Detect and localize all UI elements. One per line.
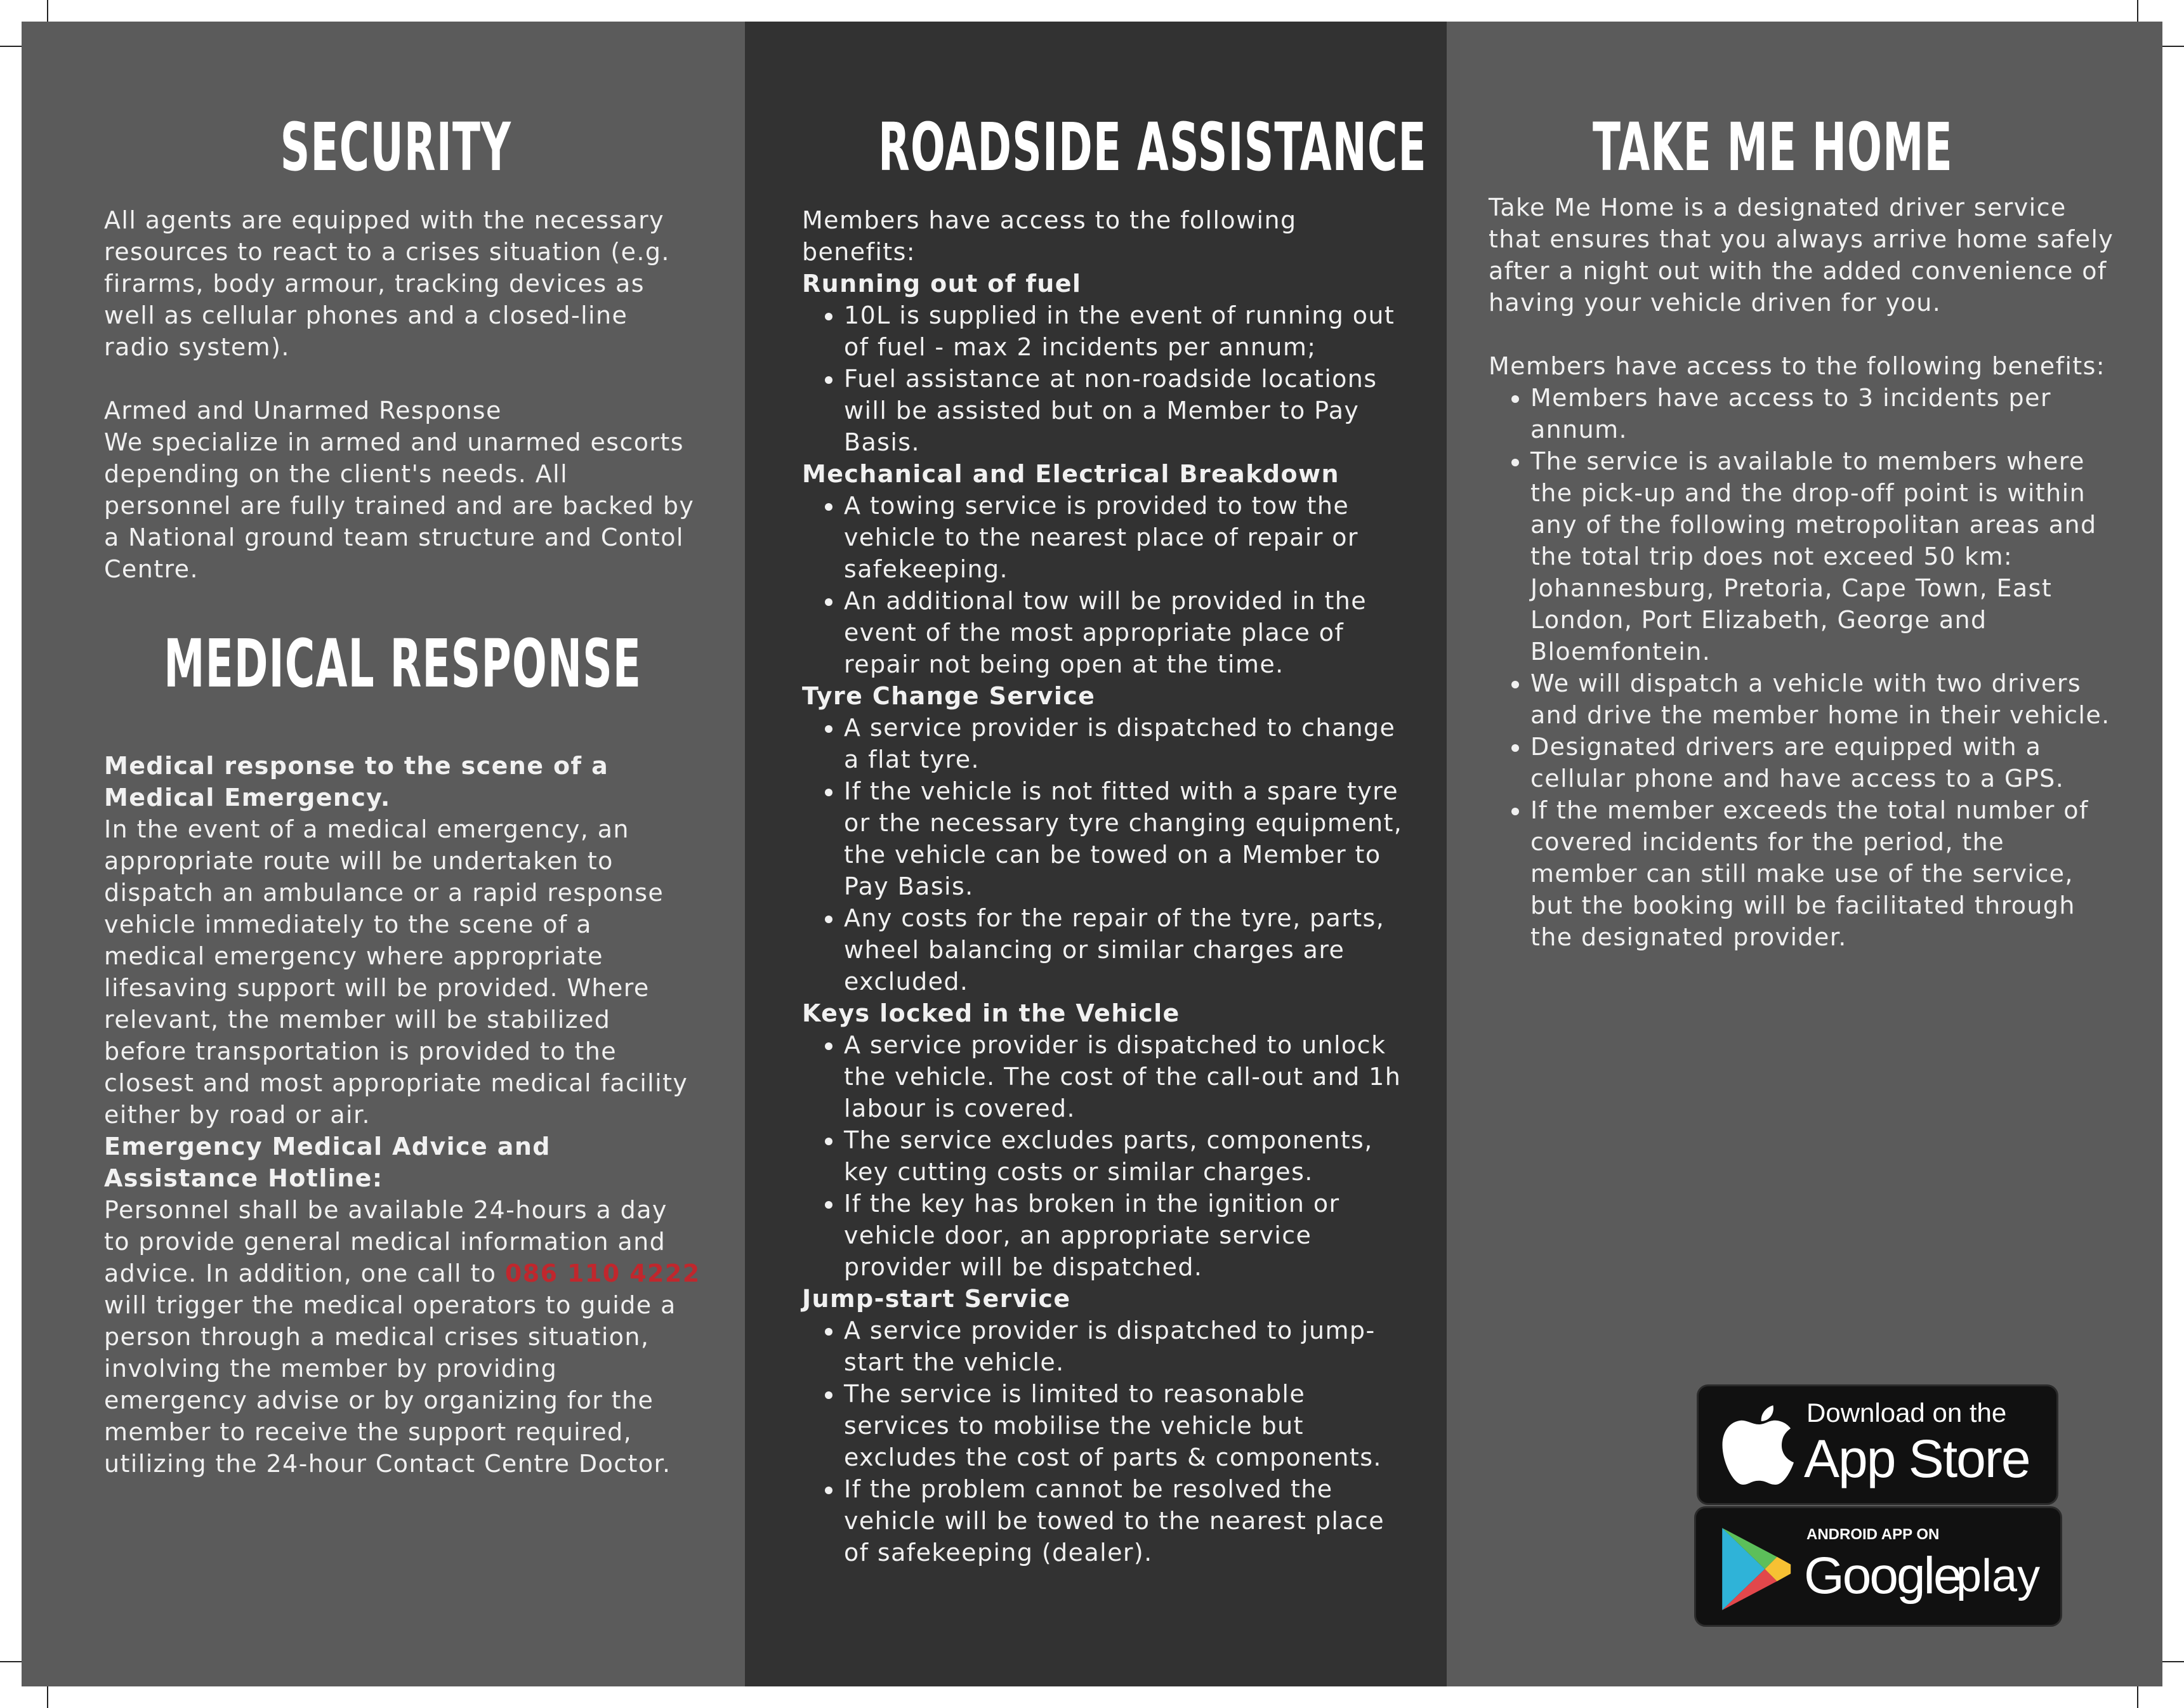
google-play-small-text: ANDROID APP ON — [1806, 1526, 1940, 1543]
list-item: • If the member exceeds the total number of covered incidents for the period, the member can still make use of the service, but the booking will be facilitated through the designated provider. — [1530, 794, 2117, 953]
app-store-small-text: Download on the — [1806, 1398, 2007, 1428]
roadside-list-jumpstart — [802, 1315, 1405, 1568]
take-me-home-intro: Take Me Home is a designated driver service that ensures that you always arrive home safely after a night out with the added convenience of having your vehicle driven for you. — [1489, 194, 2114, 317]
apple-icon — [1718, 1399, 1800, 1494]
app-store-badge[interactable] — [1697, 1384, 2058, 1505]
list-item: • If the vehicle is not fitted with a spare tyre or the necessary tyre changing equipment, the vehicle can be towed on a Member to Pay Basis. — [844, 775, 1405, 902]
list-item: • If the problem cannot be resolved the vehicle will be towed to the nearest place of safekeeping (dealer). — [844, 1473, 1405, 1568]
list-item: • A service provider is dispatched to change a flat tyre. — [844, 712, 1405, 775]
roadside-list-breakdown — [802, 490, 1405, 680]
list-item: • 10L is supplied in the event of running out of fuel - max 2 incidents per annum; — [844, 299, 1405, 363]
roadside-list-tyre — [802, 712, 1405, 997]
list-item: • Designated drivers are equipped with a cellular phone and have access to a GPS. — [1530, 731, 2117, 794]
roadside-list-fuel — [802, 299, 1405, 458]
hotline-text-before: Personnel shall be available 24-hours a day to provide general medical information and advice. In addition, one call to — [104, 1196, 668, 1287]
list-item: • A towing service is provided to tow the vehicle to the nearest place of repair or safekeeping. — [844, 490, 1405, 585]
hotline-text-after: will trigger the medical operators to guide a person through a medical crises situation, involving the member by providing emergency advise or by organizing for the member to receive the support required, utilizing the 24-hour Contact Centre Doctor. — [104, 1291, 676, 1478]
medical-body-hotline — [104, 1194, 701, 1480]
list-item: • An additional tow will be provided in the event of the most appropriate place of repair not being open at the time. — [844, 585, 1405, 680]
crop-mark — [2137, 0, 2138, 22]
medical-text — [104, 750, 701, 1480]
google-play-badge[interactable] — [1694, 1506, 2062, 1627]
roadside-heading-fuel: Running out of fuel — [802, 270, 1082, 298]
security-title: SECURITY — [280, 108, 512, 186]
hotline-phone-number[interactable]: 086 110 4222 — [504, 1259, 701, 1287]
crop-mark — [47, 0, 48, 22]
list-item: • If the key has broken in the ignition or vehicle door, an appropriate service provider will be dispatched. — [844, 1188, 1405, 1283]
take-me-home-title: TAKE ME HOME — [1593, 108, 1953, 186]
crop-mark — [2162, 1661, 2184, 1662]
list-item: • Any costs for the repair of the tyre, parts, wheel balancing or similar charges are excluded. — [844, 902, 1405, 997]
medical-body-emergency: In the event of a medical emergency, an appropriate route will be undertaken to dispatch an ambulance or a rapid response vehicle immediately to the scene of a medical emergency where appropriate lifesaving support will be provided. Where relevant, the member will be stabilized before transportation is provided to the closest and most appropriate medical facility either by road or air. — [104, 815, 688, 1129]
take-me-home-list — [1489, 382, 2117, 953]
list-item: • The service is limited to reasonable services to mobilise the vehicle but excludes the cost of parts & components. — [844, 1378, 1405, 1473]
roadside-heading-jumpstart: Jump-start Service — [802, 1285, 1071, 1313]
roadside-text — [802, 204, 1405, 1568]
armed-response-heading: Armed and Unarmed Response — [104, 397, 502, 424]
roadside-list-keys — [802, 1029, 1405, 1283]
roadside-title: ROADSIDE ASSISTANCE — [878, 108, 1427, 186]
crop-mark — [2162, 46, 2184, 47]
medical-title: MEDICAL RESPONSE — [164, 625, 642, 702]
google-play-icon — [1718, 1525, 1794, 1613]
security-medical-panel — [22, 22, 745, 1686]
list-item: • Members have access to 3 incidents per annum. — [1530, 382, 2117, 445]
google-play-big-text: Google — [1804, 1547, 1961, 1605]
list-item: • The service is available to members where the pick-up and the drop-off point is within any of the following metropolitan areas and the total trip does not exceed 50 km: Johannesburg, Pretoria, Cape Town, East London, Port Elizabeth, George and Bloemfontein. — [1530, 445, 2117, 667]
security-intro: All agents are equipped with the necessary resources to react to a crises situation (e.g. firarms, body armour, tracking devices as well as cellular phones and a closed-line radio system). — [104, 206, 670, 361]
medical-heading-emergency: Medical response to the scene of a Medical Emergency. — [104, 752, 609, 811]
take-me-home-benefits-intro: Members have access to the following benefits: — [1489, 352, 2106, 380]
roadside-heading-breakdown: Mechanical and Electrical Breakdown — [802, 460, 1339, 488]
roadside-heading-keys: Keys locked in the Vehicle — [802, 999, 1180, 1027]
list-item: • A service provider is dispatched to unlock the vehicle. The cost of the call-out and 1h labour is covered. — [844, 1029, 1405, 1124]
roadside-panel — [745, 22, 1447, 1686]
roadside-heading-tyre: Tyre Change Service — [802, 682, 1096, 710]
list-item: • Fuel assistance at non-roadside locations will be assisted but on a Member to Pay Basis. — [844, 363, 1405, 458]
list-item: • The service excludes parts, components, key cutting costs or similar charges. — [844, 1124, 1405, 1188]
crop-mark — [0, 1661, 22, 1662]
list-item: • A service provider is dispatched to jump-start the vehicle. — [844, 1315, 1405, 1378]
roadside-intro: Members have access to the following benefits: — [802, 206, 1297, 266]
crop-mark — [2137, 1686, 2138, 1708]
google-play-play-text: play — [1956, 1551, 2041, 1601]
take-me-home-text — [1489, 192, 2117, 953]
armed-response-body: We specialize in armed and unarmed escorts depending on the client's needs. All personnel are fully trained and are backed by a National ground team structure and Contol Centre. — [104, 428, 695, 583]
medical-heading-hotline: Emergency Medical Advice and Assistance Hotline: — [104, 1133, 551, 1192]
security-text — [104, 204, 701, 585]
list-item: • We will dispatch a vehicle with two drivers and drive the member home in their vehicle. — [1530, 667, 2117, 731]
app-store-big-text: App Store — [1804, 1429, 2030, 1488]
crop-mark — [47, 1686, 48, 1708]
take-me-home-panel — [1447, 22, 2162, 1686]
crop-mark — [0, 46, 22, 47]
